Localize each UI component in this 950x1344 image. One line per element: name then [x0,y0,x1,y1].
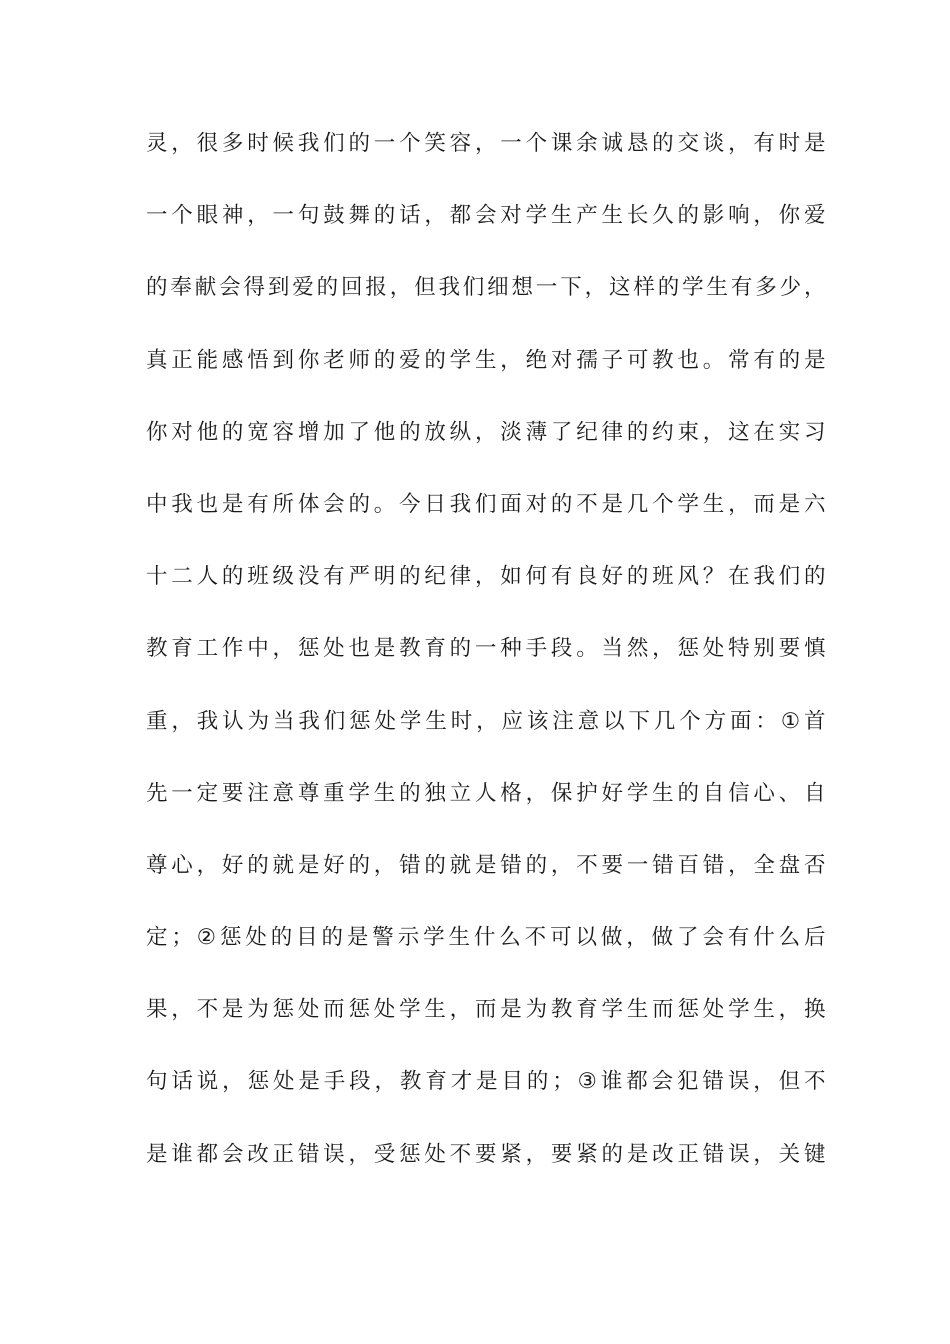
text-line: 十二人的班级没有严明的纪律，如何有良好的班风？在我们的 [146,564,826,590]
body-text [146,132,826,1215]
text-line: 的奉献会得到爱的回报，但我们细想一下，这样的学生有多少， [146,275,826,301]
text-line: 先一定要注意尊重学生的独立人格，保护好学生的自信心、自 [146,780,826,806]
text-line: 真正能感悟到你老师的爱的学生，绝对孺子可教也。常有的是 [146,347,826,373]
text-line: 教育工作中，惩处也是教育的一种手段。当然，惩处特别要慎 [146,636,826,662]
text-line: 定；②惩处的目的是警示学生什么不可以做，做了会有什么后 [146,925,826,951]
text-line: 灵，很多时候我们的一个笑容，一个课余诚恳的交谈，有时是 [146,131,826,156]
text-line: 中我也是有所体会的。今日我们面对的不是几个学生，而是六 [146,491,826,517]
text-line: 重，我认为当我们惩处学生时，应该注意以下几个方面：①首 [146,708,826,734]
text-line: 句话说，惩处是手段，教育才是目的；③谁都会犯错误，但不 [146,1069,826,1095]
text-line: 你对他的宽容增加了他的放纵，淡薄了纪律的约束，这在实习 [146,419,826,445]
text-line: 是谁都会改正错误，受惩处不要紧，要紧的是改正错误，关键 [146,1141,826,1167]
text-line: 一个眼神，一句鼓舞的话，都会对学生产生长久的影响，你爱 [146,203,826,229]
text-line: 果，不是为惩处而惩处学生，而是为教育学生而惩处学生，换 [146,997,826,1023]
text-line: 尊心，好的就是好的，错的就是错的，不要一错百错，全盘否 [146,852,826,878]
